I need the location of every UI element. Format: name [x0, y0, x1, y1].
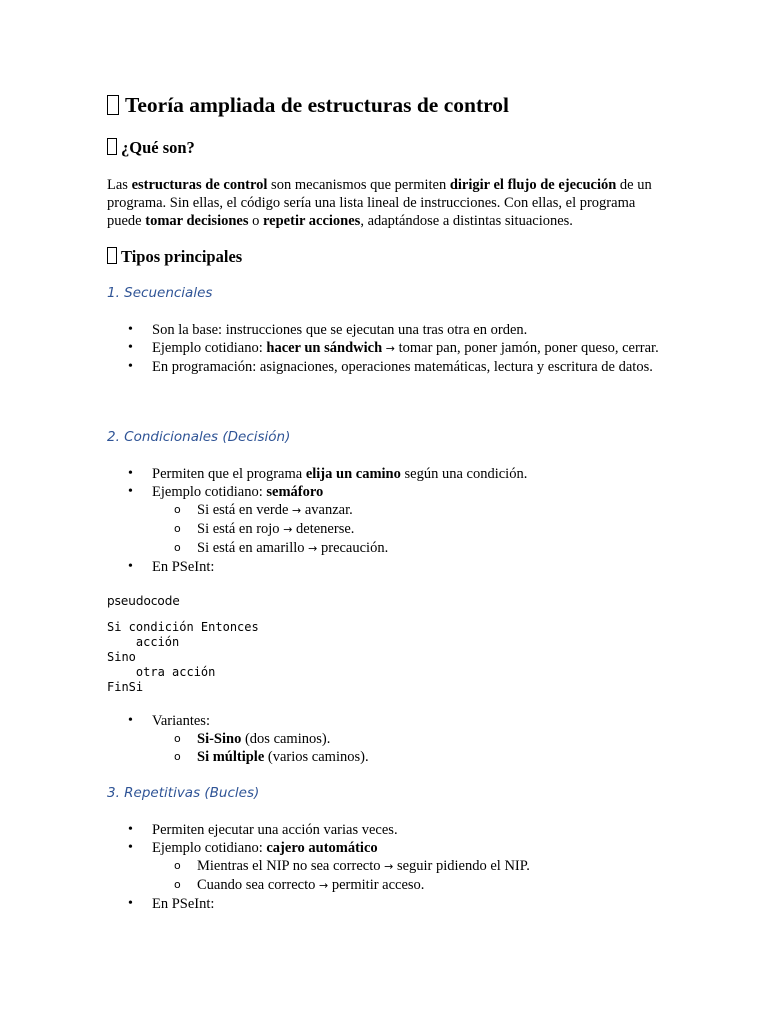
heading-tipos-principales: Tipos principales — [107, 247, 667, 267]
list-item: • Variantes: o Si-Sino (dos caminos). o Si múltiple (varios caminos). — [107, 712, 667, 766]
sub-list-item: o Si-Sino (dos caminos). — [152, 730, 667, 748]
list-item: • Ejemplo cotidiano: cajero automático o Mientras el NIP no sea correcto → seguir pidiendo el NIP. o Cuando sea correcto → permitir acceso. — [107, 839, 667, 895]
sub-list-item: o Si está en rojo → detenerse. — [152, 520, 667, 539]
sub-list-item: o Si está en verde → avanzar. — [152, 501, 667, 520]
page-title: Teoría ampliada de estructuras de control — [107, 92, 667, 118]
missing-glyph-icon — [107, 138, 117, 155]
list-item: • Son la base: instrucciones que se ejecutan una tras otra en orden. — [107, 321, 667, 339]
sub-list-item: o Si múltiple (varios caminos). — [152, 748, 667, 766]
sub-list-item: o Si está en amarillo → precaución. — [152, 539, 667, 558]
code-block: Si condición Entonces acción Sino otra acción FinSi — [107, 620, 259, 694]
heading-que-son: ¿Qué son? — [107, 138, 667, 158]
sublist-semaforo — [152, 501, 667, 558]
list-item: • En PSeInt: — [107, 558, 667, 576]
heading-secuenciales: 1. Secuenciales — [107, 285, 213, 301]
sub-list-item: o Cuando sea correcto → permitir acceso. — [152, 876, 667, 895]
list-variantes — [107, 712, 667, 766]
list-item: • Ejemplo cotidiano: semáforo o Si está en verde → avanzar. o Si está en rojo → detenerse. o Si está en amarillo → precaución. — [107, 483, 667, 558]
sublist-variantes — [152, 730, 667, 766]
list-repetitivas — [107, 821, 667, 913]
list-item: • Permiten que el programa elija un camino según una condición. — [107, 465, 667, 483]
list-item: • Permiten ejecutar una acción varias veces. — [107, 821, 667, 839]
code-language-label: pseudocode — [107, 594, 180, 608]
heading-condicionales: 2. Condicionales (Decisión) — [107, 429, 291, 445]
sub-list-item: o Mientras el NIP no sea correcto → seguir pidiendo el NIP. — [152, 857, 667, 876]
heading-repetitivas: 3. Repetitivas (Bucles) — [107, 785, 260, 801]
missing-glyph-icon — [107, 95, 119, 115]
list-item: • En PSeInt: — [107, 895, 667, 913]
list-condicionales — [107, 465, 667, 576]
sublist-cajero — [152, 857, 667, 895]
list-item: • Ejemplo cotidiano: hacer un sándwich → tomar pan, poner jamón, poner queso, cerrar. — [107, 339, 667, 358]
missing-glyph-icon — [107, 247, 117, 264]
list-item: • En programación: asignaciones, operaciones matemáticas, lectura y escritura de datos. — [107, 358, 667, 376]
intro-paragraph: Las estructuras de control son mecanismos que permiten dirigir el flujo de ejecución de un programa. Sin ellas, el código sería una lista lineal de instrucciones. Con ellas, el programa puede tomar decisiones o repetir acciones, adaptándose a distintas situaciones. — [107, 177, 652, 229]
list-secuenciales — [107, 321, 667, 376]
